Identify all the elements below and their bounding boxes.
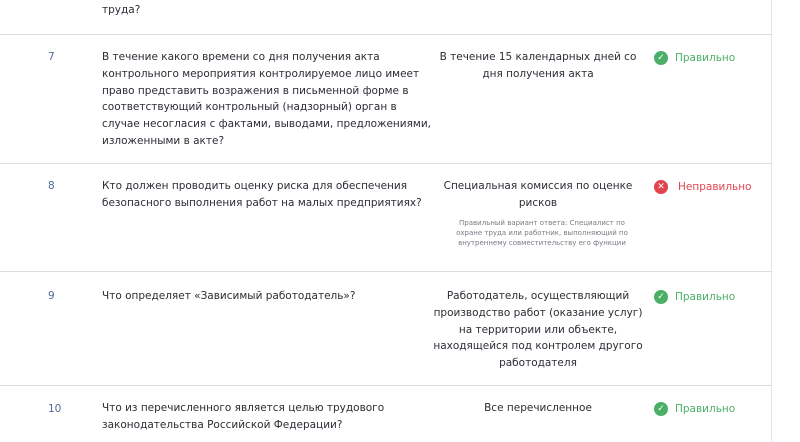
status-label: Правильно [675,291,736,303]
question-number: 9 [48,290,55,302]
check-circle-icon: ✓ [654,290,668,304]
answer-text: Работодатель, осуществляющий производство работ (оказание услуг) на территории или объекте, находящейся под контролем другого работодателя [433,290,643,370]
check-circle-icon: ✓ [654,402,668,416]
table-row [0,272,772,386]
answer-text: В течение 15 календарных дней со дня получения акта [439,51,637,80]
status-badge [654,290,735,304]
table-row [0,164,772,272]
table-row [0,0,772,35]
status-badge [654,402,735,416]
status-label: Неправильно [678,181,752,193]
status-badge [654,51,735,65]
correct-answer-hint: Правильный вариант ответа: Специалист по охране труда или работник, выполняющий по внутреннему совместительству его функции [456,219,628,247]
status-label: Правильно [675,52,736,64]
status-badge [654,180,752,194]
question-number: 7 [48,51,55,63]
answer-text: Все перечисленное [484,402,592,414]
status-label: Правильно [675,403,736,415]
question-text: В течение какого времени со дня получения акта контрольного мероприятия контролируемое лицо имеет право представить возражения в письменной форме в соответствующий контрольный (надзорный) орган в случае несогласия с фактами, выводами, предложениями, изложенными в акте? [102,51,432,147]
question-text: Кто должен проводить оценку риска для обеспечения безопасного выполнения работ на малых предприятиях? [102,180,422,209]
question-text: труда? [102,4,141,16]
question-text: Что определяет «Зависимый работодатель»? [102,290,356,302]
question-number: 8 [48,180,55,192]
x-circle-icon: ✕ [654,180,668,194]
answer-text: Специальная комиссия по оценке рисков [443,180,633,209]
check-circle-icon: ✓ [654,51,668,65]
table-row [0,35,772,164]
table-row [0,386,772,442]
question-text: Что из перечисленного является целью трудового законодательства Российской Федерации? [102,402,385,431]
question-number: 10 [48,403,62,415]
